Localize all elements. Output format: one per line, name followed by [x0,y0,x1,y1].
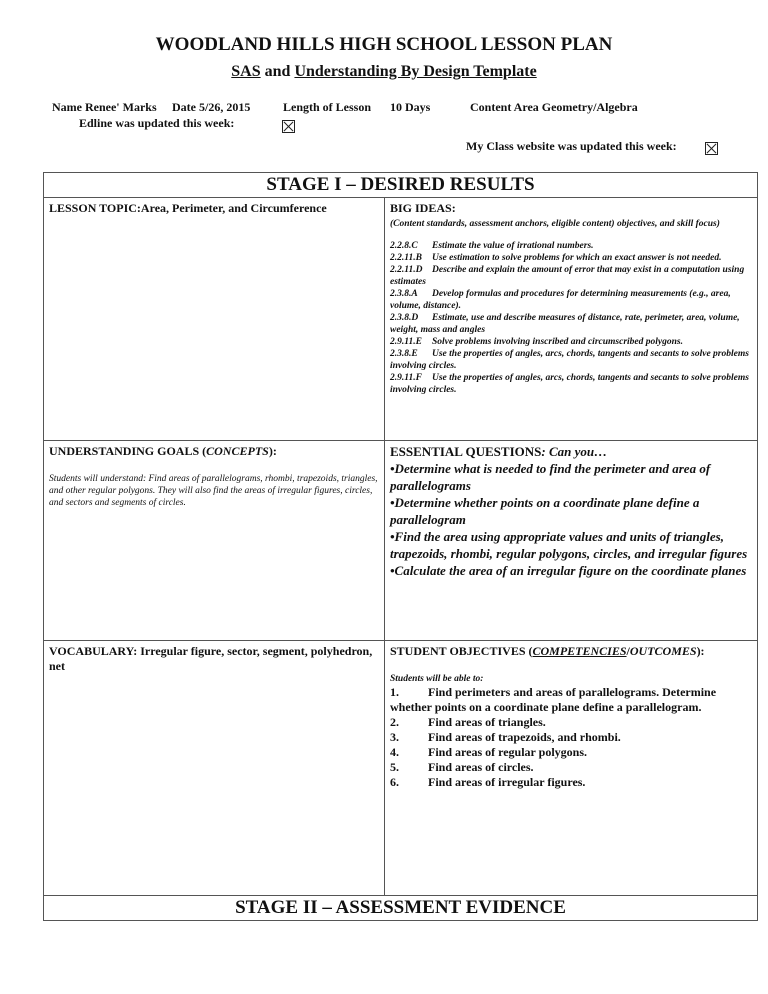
goals-label [49,444,379,459]
essential-cell [385,441,758,641]
objectives-list [390,685,752,790]
teacher-name: Name Renee' Marks [52,100,157,114]
standard-item [390,348,752,372]
standard-code: 2.2.11.D [390,265,423,275]
myclass-checkbox[interactable] [705,142,718,155]
standard-item [390,372,752,396]
objective-item [390,775,752,790]
objective-text: Find perimeters and areas of parallelograms. Determine whether points on a coordinate plane define a parallelogram. [390,685,717,714]
standard-text: Describe and explain the amount of error that may exist in a computation using estimates [390,265,745,287]
standard-text: Solve problems involving inscribed and circumscribed polygons. [432,337,683,347]
essential-label-a: ESSENTIAL QUESTIONS [390,444,542,459]
objective-text: Find areas of trapezoids, and rhombi. [428,730,621,744]
big-ideas-cell [385,198,758,441]
standard-code: 2.3.8.E [390,349,418,359]
standard-text: Use estimation to solve problems for which an exact answer is not needed. [432,253,722,263]
essential-label-b: : Can you… [541,444,608,459]
standard-text: Estimate, use and describe measures of distance, rate, perimeter, area, volume, weight, mass and angles [390,313,740,335]
objective-text: Find areas of circles. [428,760,534,774]
goals-cell [44,441,385,641]
objective-item [390,760,752,775]
objective-text: Find areas of regular polygons. [428,745,588,759]
essential-question: •Determine whether points on a coordinate plane define a parallelogram [390,495,700,527]
edline-checkbox[interactable] [282,120,295,133]
standard-text: Use the properties of angles, arcs, chords, tangents and secants to solve problems involving circles. [390,373,749,395]
objective-number: 4. [390,745,399,759]
standard-text: Use the properties of angles, arcs, chords, tangents and secants to solve problems involving circles. [390,349,749,371]
lesson-date: Date 5/26, 2015 [172,100,251,114]
stage1-heading: STAGE I – DESIRED RESULTS [44,173,758,198]
big-ideas-note: (Content standards, assessment anchors, eligible content) objectives, and skill focus) [390,219,720,229]
goals-label-a: UNDERSTANDING GOALS ( [49,444,207,458]
standards-list [390,240,752,396]
vocabulary: VOCABULARY: Irregular figure, sector, segment, polyhedron, net [44,641,385,896]
standard-code: 2.2.11.B [390,253,422,263]
objective-item [390,730,752,745]
length-value: 10 Days [390,100,431,114]
standard-text: Develop formulas and procedures for determining measurements (e.g., area, volume, distance). [390,289,731,311]
essential-label [390,444,752,460]
objective-item [390,715,752,730]
standard-text: Estimate the value of irrational numbers. [432,241,594,251]
lesson-topic: LESSON TOPIC:Area, Perimeter, and Circumference [44,198,385,441]
standard-item [390,288,752,312]
myclass-label: My Class website was updated this week: [466,139,677,153]
edline-label: Edline was updated this week: [79,116,235,130]
subtitle-sas: SAS [231,63,261,80]
stage2-heading: STAGE II – ASSESSMENT EVIDENCE [44,896,758,921]
objective-item [390,685,752,715]
standard-item [390,252,752,264]
document-subtitle [0,63,768,81]
lesson-plan-table [43,172,758,921]
essential-question: •Find the area using appropriate values and units of triangles, trapezoids, rhombi, regular polygons, circles, and irregular figures [390,529,748,561]
standard-code: 2.9.11.F [390,373,422,383]
goals-text: Students will understand: Find areas of parallelograms, rhombi, trapezoids, triangles, and other regular polygons. They will also find the areas of irregular figures, circles, and sectors and segments of circles. [49,474,378,508]
obj-label-c: / [626,644,630,658]
standard-item [390,264,752,288]
objective-number: 5. [390,760,399,774]
standard-item [390,240,752,252]
obj-label-d: OUTCOMES [629,644,697,658]
goals-label-b: CONCEPTS [206,444,269,458]
objectives-label [390,644,752,659]
objective-text: Find areas of triangles. [428,715,546,729]
essential-question: •Determine what is needed to find the perimeter and area of parallelograms [390,461,711,493]
objective-number: 6. [390,775,399,789]
document-title: WOODLAND HILLS HIGH SCHOOL LESSON PLAN [155,34,613,55]
objectives-cell [385,641,758,896]
objective-text: Find areas of irregular figures. [428,775,586,789]
standard-code: 2.2.8.C [390,241,418,251]
length-label: Length of Lesson [283,100,372,114]
subtitle-and: and [260,63,295,80]
standard-item [390,336,752,348]
obj-label-a: STUDENT OBJECTIVES ( [390,644,533,658]
subtitle-ubd: Understanding By Design Template [294,63,537,80]
standard-code: 2.3.8.A [390,289,418,299]
objective-item [390,745,752,760]
objectives-intro: Students will be able to: [390,674,484,684]
objective-number: 2. [390,715,399,729]
essential-list [390,460,752,579]
obj-label-b: COMPETENCIES [532,644,627,658]
objective-number: 3. [390,730,399,744]
content-area: Content Area Geometry/Algebra [470,100,638,114]
standard-item [390,312,752,336]
standard-code: 2.9.11.E [390,337,422,347]
goals-label-c: ): [268,444,277,458]
objective-number: 1. [390,685,399,699]
obj-label-e: ): [696,644,705,658]
standard-code: 2.3.8.D [390,313,419,323]
big-ideas-label: BIG IDEAS: [390,201,456,215]
essential-question: •Calculate the area of an irregular figure on the coordinate planes [390,563,747,578]
